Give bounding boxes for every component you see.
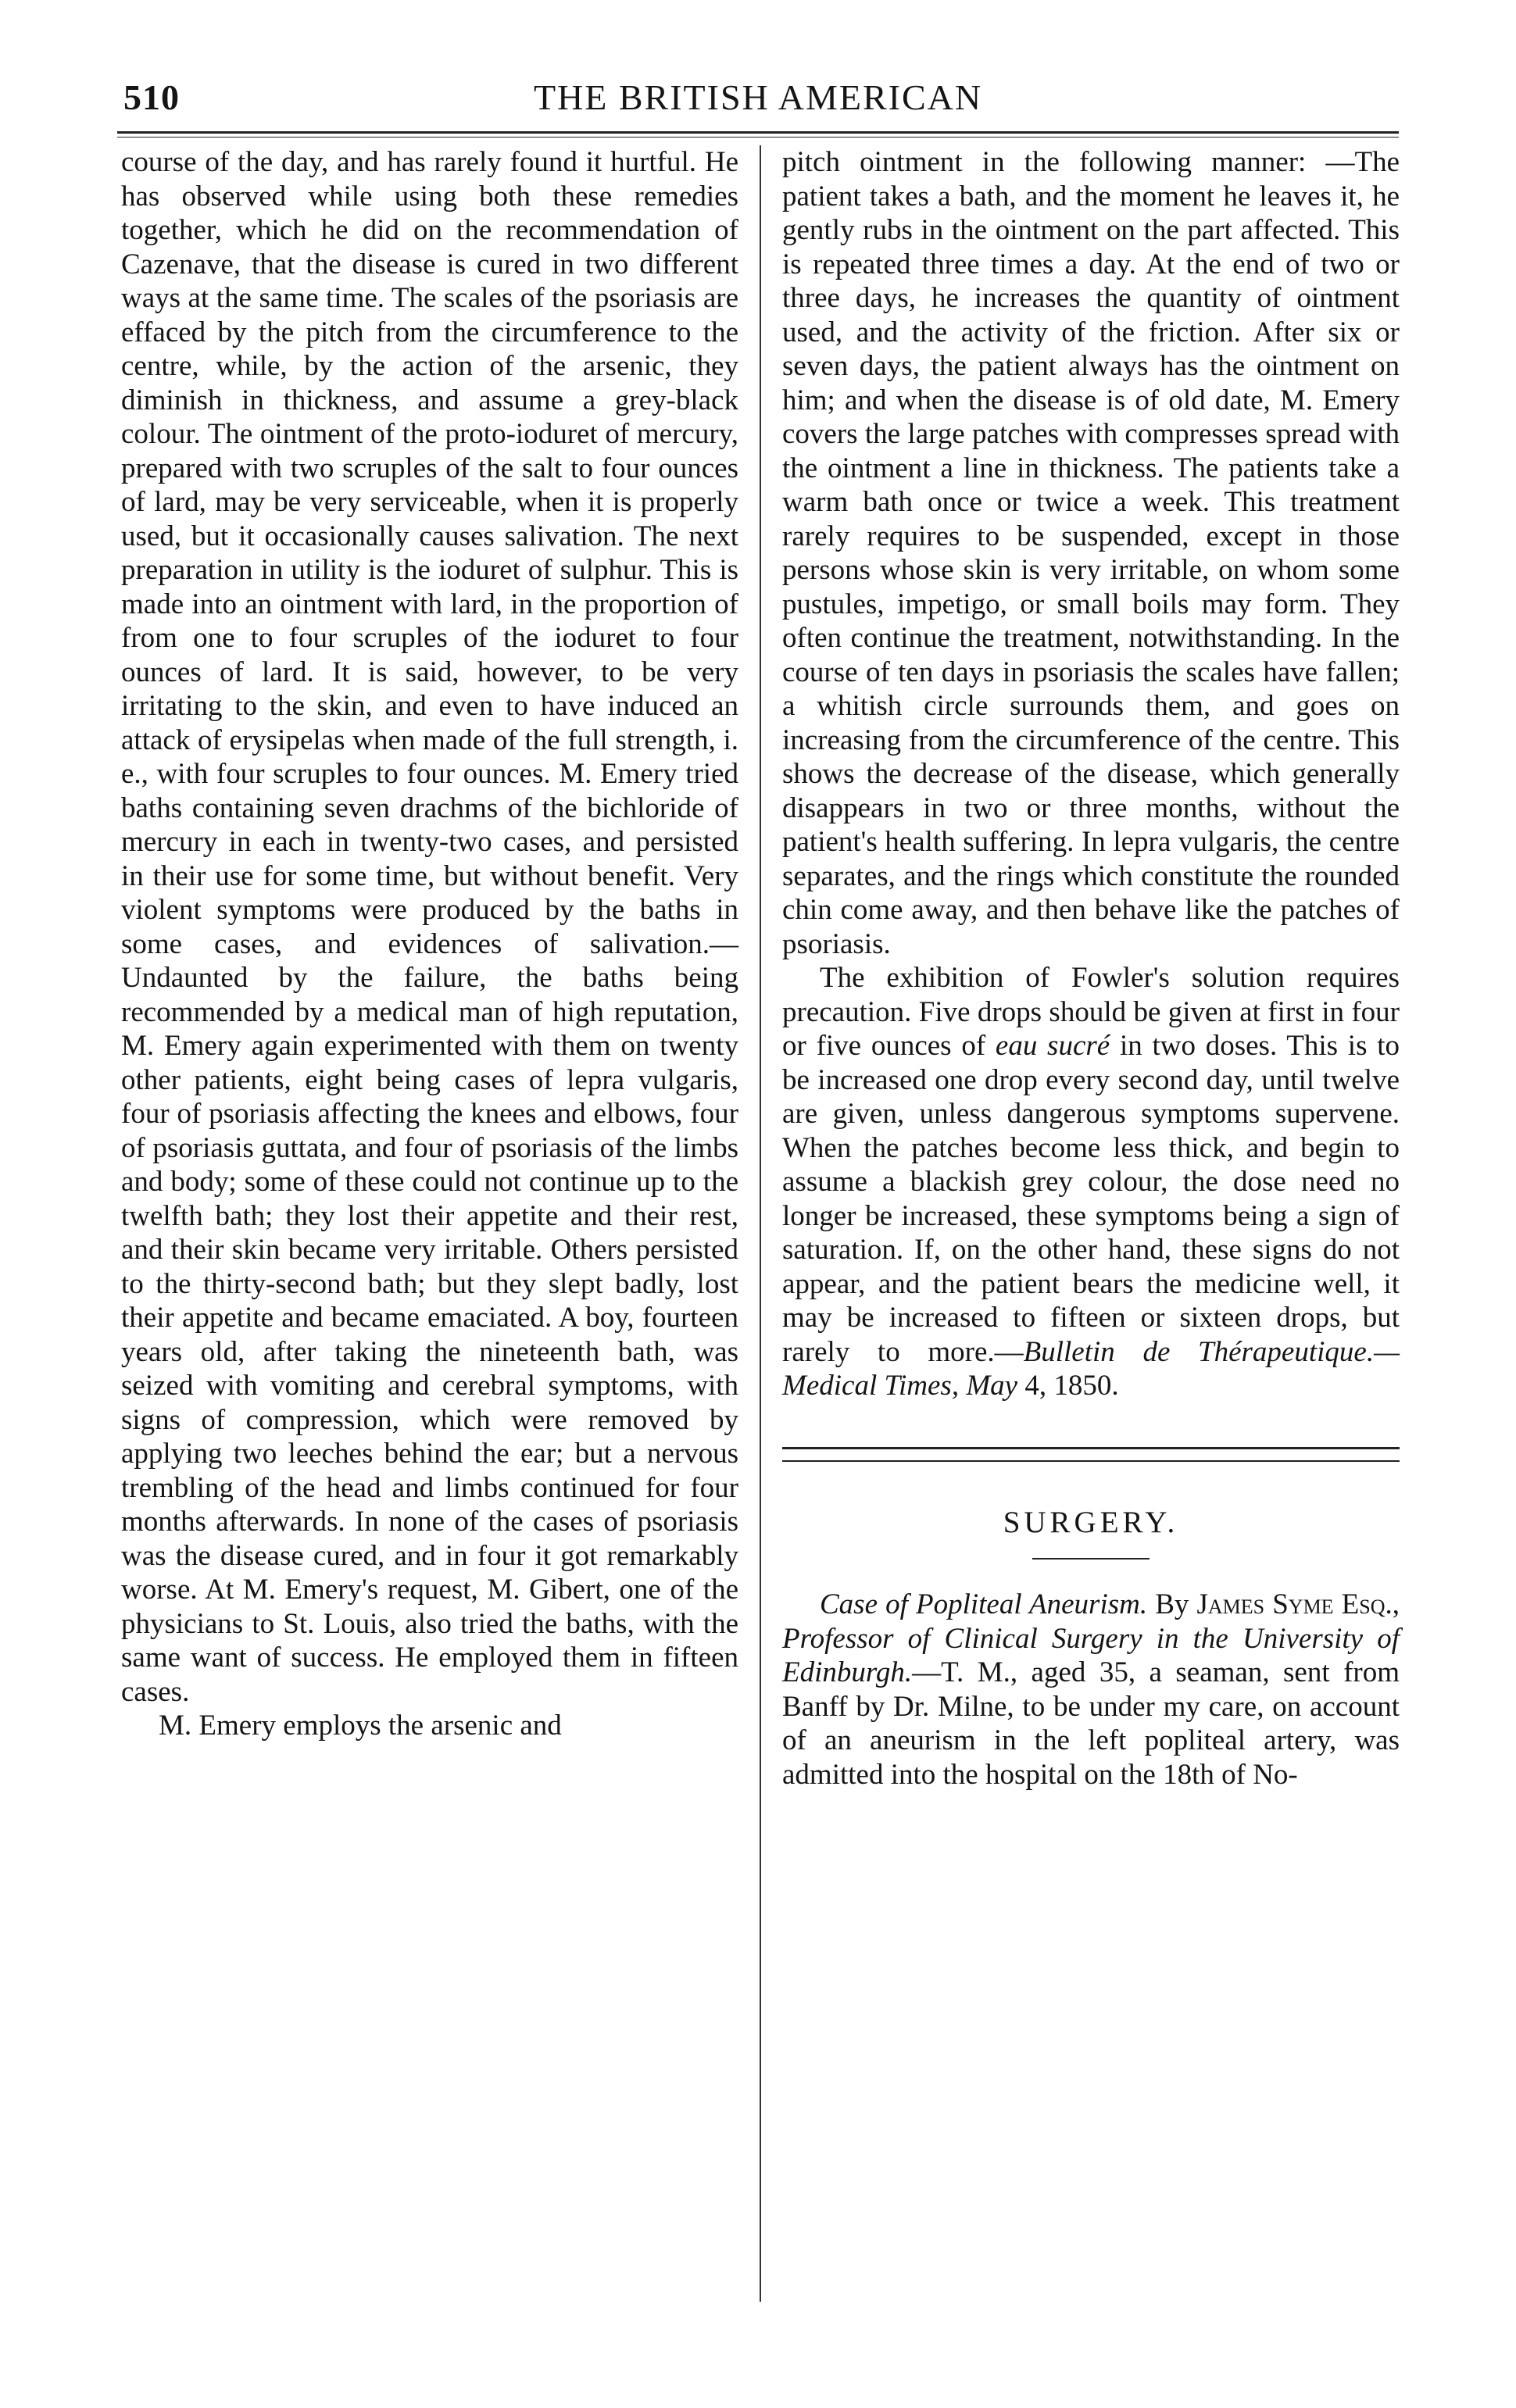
left-paragraph-1: course of the day, and has rarely found it hurtful. He has observed while using both these remedies together, which he did on the recommendation of Cazenave, that the disease is cured in two different ways at the same time. The scales of the psoriasis are effaced by the pitch from the circumference to the centre, while, by the action of the arsenic, they diminish in thickness, and assume a grey-black colour. The ointment of the proto-ioduret of mercury, prepared with two scruples of the salt to four ounces of lard, may be very serviceable, when it is properly used, but it occasionally causes salivation. The next preparation in utility is the ioduret of sulphur. This is made into an ointment with lard, in the proportion of from one to four scruples of the ioduret to four ounces of lard. It is said, however, to be very irritating to the skin, and even to have induced an attack of erysipelas when made of the full strength, i. e., with four scruples to four ounces. M. Emery tried baths containing seven drachms of the bichloride of mercury in each in twenty-two cases, and persisted in their use for some time, but without benefit. Very violent symptoms were produced by the baths in some cases, and evidences of salivation.— Undaunted by the failure, the baths being recommended by a medical man of high reputation, M. Emery again experimented with them on twenty other patients, eight being cases of lepra vulgaris, four of psoriasis affecting the knees and elbows, four of psoriasis guttata, and four of psoriasis of the limbs and body; some of these could not continue up to the twelfth bath; they lost their appetite and their rest, and their skin became very irritable. Others persisted to the thirty-second bath; but they slept badly, lost their appetite and became emaciated. A boy, fourteen years old, after taking the nineteenth bath, was seized with vomiting and cerebral symptoms, with signs of compression, which were removed by applying two leeches behind the ear; but a nervous trembling of the head and limbs continued for four months afterwards. In none of the cases of psoriasis was the disease cured, and in four it got remarkably worse. At M. Emery's request, M. Gibert, one of the physicians to St. Louis, also tried the baths, with the same want of success. He employed them in fifteen cases. xyxy=(121,146,738,1708)
journal-title: THE BRITISH AMERICAN xyxy=(533,77,983,117)
right-paragraph-1: pitch ointment in the following manner: —The patient takes a bath, and the moment he leaves it, he gently rubs in the ointment on the part affected. This is repeated three times a day. At the end of two or three days, he increases the quantity of ointment used, and the activity of the friction. After six or seven days, the patient always has the ointment on him; and when the disease is of old date, M. Emery covers the large patches with compresses spread with the ointment a line in thickness. The patients take a warm bath once or twice a week. This treatment rarely requires to be suspended, except in those persons whose skin is very irritable, on whom some pustules, impetigo, or small boils may form. They often continue the treatment, notwithstanding. In the course of ten days in psoriasis the scales have fallen; a whitish circle surrounds them, and goes on increasing from the circumference of the centre. This shows the decrease of the disease, which generally disappears in two or three months, without the patient's health suffering. In lepra vulgaris, the centre separates, and the rings which constitute the rounded chin come away, and then behave like the patches of psoriasis. xyxy=(782,146,1400,960)
section-short-rule xyxy=(1032,1558,1150,1559)
left-column xyxy=(121,145,738,1743)
running-head xyxy=(117,77,1399,123)
left-paragraph-2: M. Emery employs the arsenic and xyxy=(159,1710,562,1742)
right-paragraph-2 xyxy=(782,961,1400,1403)
citation-date: 4, 1850. xyxy=(1024,1370,1119,1402)
article-lead-paragraph xyxy=(782,1588,1400,1792)
article-title: Case of Popliteal Aneurism. xyxy=(820,1588,1148,1620)
fowler-text-b: in two doses. This is to be increased one drop every second day, until twelve are given, unless dangerous symptoms supervene. When the patches become less thick, and begin to assume a blackish grey colour, the dose need no longer be increased, these symptoms being a sign of saturation. If, on the other hand, these signs do not appear, and the patient bears the medicine well, it may be increased to fifteen or sixteen drops, but rarely to more.— xyxy=(782,1030,1400,1368)
article-author: James Syme Esq., xyxy=(1196,1588,1400,1620)
header-rule-thick xyxy=(117,131,1399,134)
article-body: —T. M., aged 35, a seaman, sent from Banff by Dr. Milne, to be under my care, on account of an aneurism in the left popliteal artery, was admitted into the hospital on the 18th of No- xyxy=(782,1656,1400,1791)
fowler-text-a: The exhibition of Fowler's solution requires precaution. Five drops should be given at first in four or five ounces of xyxy=(782,962,1400,1062)
author-role: Professor of Clinical Surgery in the University of Edinburgh. xyxy=(782,1622,1400,1688)
byline-prefix: By xyxy=(1155,1588,1189,1620)
column-divider xyxy=(760,145,761,2302)
section-separator-rule xyxy=(782,1447,1400,1462)
header-rule-thin xyxy=(117,137,1399,138)
page-number: 510 xyxy=(123,77,180,117)
citation-source: Bulletin de Thérapeutique.—Medical Times, May xyxy=(782,1335,1400,1402)
eau-sucre-term: eau sucré xyxy=(995,1030,1110,1062)
right-column xyxy=(782,145,1400,1792)
section-title-surgery: SURGERY. xyxy=(1003,1505,1179,1539)
